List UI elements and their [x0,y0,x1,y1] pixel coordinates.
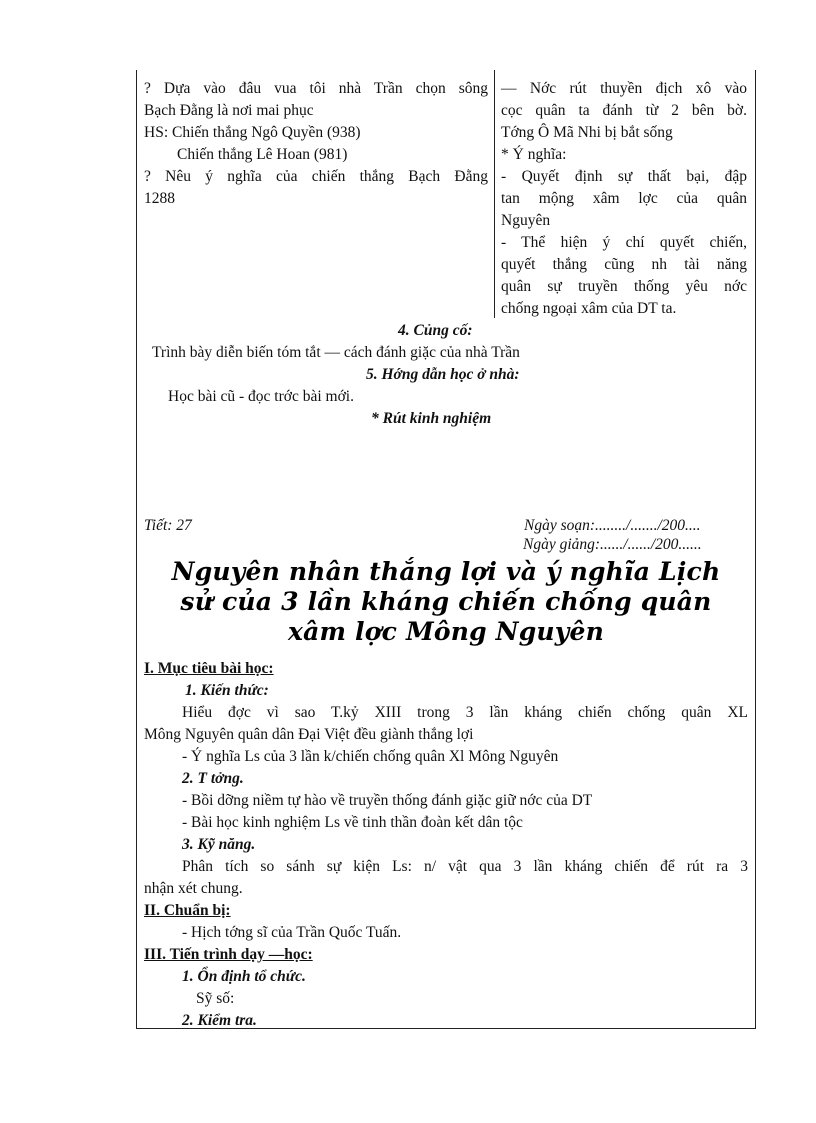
kienthuc-heading: 1. Kiến thức: [185,682,269,699]
huongdan-heading: 5. Hớng dẫn học ở nhà: [366,366,520,383]
table-left-line: 1288 [144,190,175,207]
table-right-line: chống ngoại xâm của DT ta. [501,300,677,317]
lesson-title-line: Nguyên nhân thắng lợi và ý nghĩa Lịch [171,557,721,586]
table-right-line: * Ý nghĩa: [501,146,567,163]
kynang-line: nhận xét chung. [144,880,243,897]
kiemtra-heading: 2. Kiểm tra. [182,1012,257,1029]
table-left-line: HS: Chiến thắng Ngô Quyền (938) [144,124,361,141]
section3-heading: III. Tiến trình dạy —học: [144,946,313,963]
huongdan-text: Học bài cũ - đọc trớc bài mới. [168,388,354,405]
chuanbi-line: - Hịch tớng sĩ của Trần Quốc Tuấn. [182,924,402,941]
section1-heading: I. Mục tiêu bài học: [144,660,274,677]
table-right-line: quyết thắng cũng nh tài năng [501,256,747,273]
table-right-line: cọc quân ta đánh từ 2 bên bờ. [501,102,747,119]
tutuong-line: - Bồi dỡng niềm tự hào về truyền thống đánh giặc giữ nớc của DT [182,792,593,809]
table-right-line: — Nớc rút thuyền địch xô vào [501,80,747,97]
table-left-line: Chiến thắng Lê Hoan (981) [177,146,348,163]
table-right-line: Tớng Ô Mã Nhi bị bắt sống [501,124,673,141]
table-column-divider [494,70,495,318]
lesson-title-line: sử của 3 lần kháng chiến chống quân [180,587,712,616]
kienthuc-line: - Ý nghĩa Ls của 3 lần k/chiến chống quân Xl Mông Nguyên [182,748,559,765]
lesson-title-line: xâm lợc Mông Nguyên [288,617,604,646]
kynang-line: Phân tích so sánh sự kiện Ls: n/ vật qua 3 lần kháng chiến để rút ra 3 [182,858,748,875]
rutkinh-heading: * Rút kinh nghiệm [371,410,492,427]
lesson-number: Tiết: 27 [144,517,192,534]
date-taught: Ngày giảng:....../....../200...... [523,536,702,553]
cungco-heading: 4. Củng cố: [398,322,473,339]
syso-label: Sỹ số: [196,990,235,1007]
table-right-line: - Quyết định sự thất bại, đập [501,168,747,185]
kynang-heading: 3. Kỹ năng. [182,836,256,853]
table-left-line: ? Nêu ý nghĩa của chiến thắng Bạch Đằng [144,168,488,185]
section2-heading: II. Chuẩn bị: [144,902,231,919]
table-right-line: quân sự truyền thống yêu nớc [501,278,747,295]
ondinh-heading: 1. Ổn định tổ chức. [182,968,306,985]
tutuong-heading: 2. T tởng. [182,770,244,787]
table-left-line: ? Dựa vào đâu vua tôi nhà Trần chọn sông [144,80,488,97]
table-right-line: Nguyên [501,212,551,229]
kienthuc-line: Hiểu đợc vì sao T.kỷ XIII trong 3 lần kháng chiến chống quân XL [182,704,748,721]
table-right-line: - Thể hiện ý chí quyết chiến, [501,234,747,251]
tutuong-line: - Bài học kinh nghiệm Ls về tinh thần đoàn kết dân tộc [182,814,523,831]
kienthuc-line: Mông Nguyên quân dân Đại Việt đều giành thắng lợi [144,726,474,743]
table-right-line: tan mộng xâm lợc của quân [501,190,747,207]
date-prepared: Ngày soạn:......../......./200.... [524,517,701,534]
cungco-text: Trình bày diễn biến tóm tắt — cách đánh giặc của nhà Trần [152,344,520,361]
table-left-line: Bạch Đằng là nơi mai phục [144,102,314,119]
